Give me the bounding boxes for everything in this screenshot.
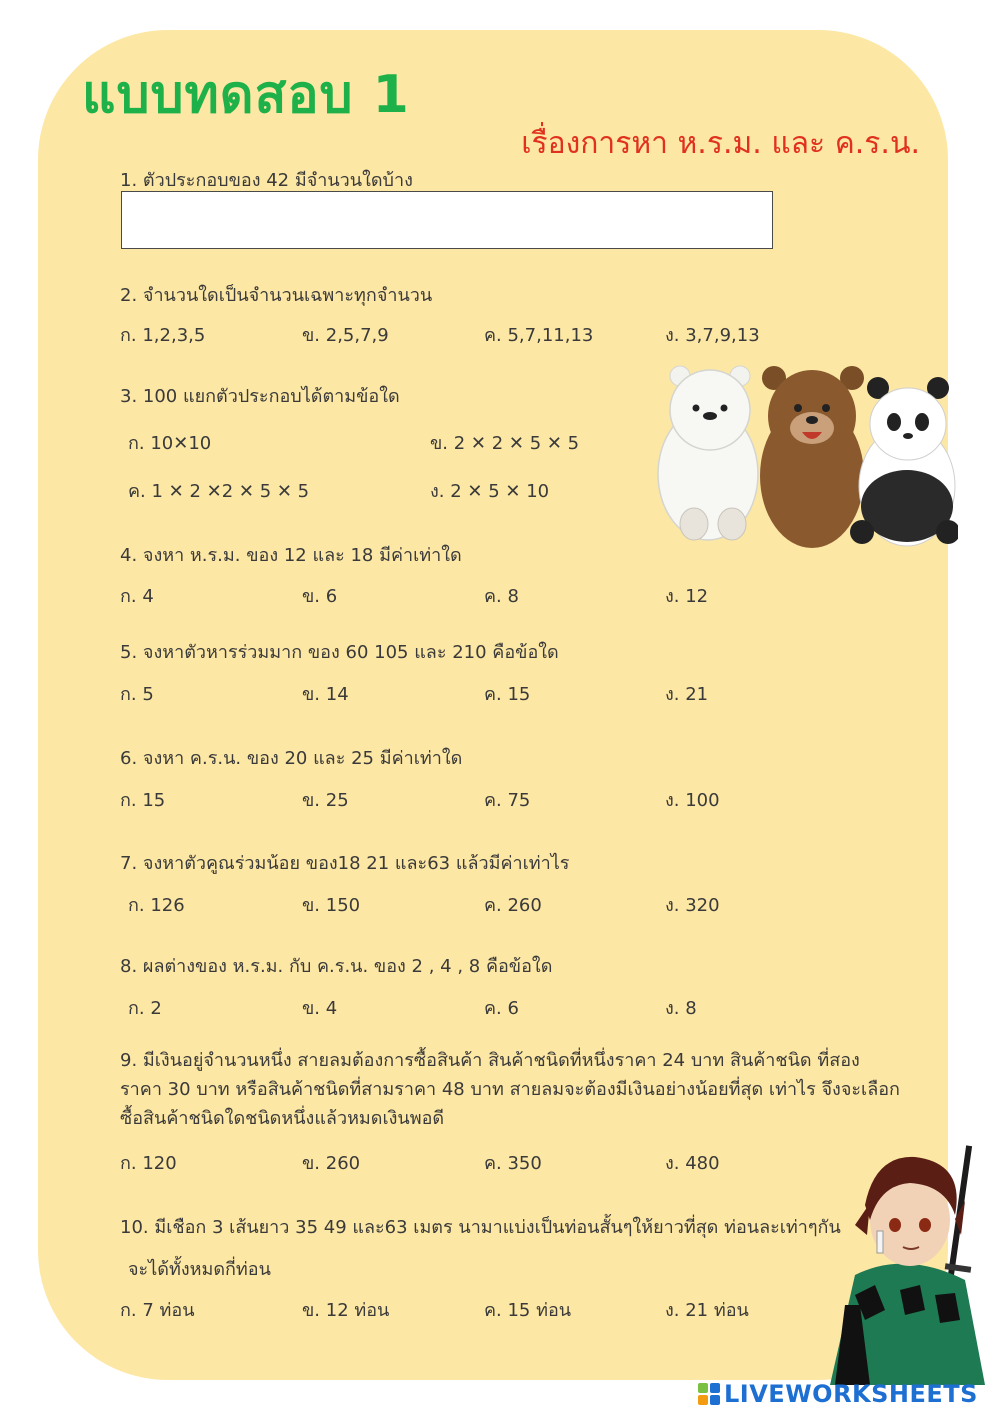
q7-option-a[interactable]: ก. 126 <box>128 895 185 916</box>
q8-option-c[interactable]: ค. 6 <box>484 998 519 1019</box>
question-2: 2. จำนวนใดเป็นจำนวนเฉพาะทุกจำนวน <box>120 285 433 306</box>
brown-bear-icon <box>760 366 864 548</box>
q4-option-a[interactable]: ก. 4 <box>120 586 154 607</box>
q7-option-b[interactable]: ข. 150 <box>302 895 361 916</box>
liveworksheets-watermark <box>698 1380 978 1408</box>
question-1: 1. ตัวประกอบของ 42 มีจำนวนใดบ้าง <box>120 170 413 191</box>
q5-option-d[interactable]: ง. 21 <box>665 684 709 705</box>
q2-option-c[interactable]: ค. 5,7,11,13 <box>484 325 594 346</box>
worksheet-title: แบบทดสอบ 1 <box>82 65 410 125</box>
q10-option-d[interactable]: ง. 21 ท่อน <box>665 1300 749 1321</box>
q6-option-a[interactable]: ก. 15 <box>120 790 166 811</box>
q6-option-b[interactable]: ข. 25 <box>302 790 349 811</box>
question-10-line2: จะได้ทั้งหมดกี่ท่อน <box>128 1259 271 1280</box>
q6-option-d[interactable]: ง. 100 <box>665 790 720 811</box>
q8-option-d[interactable]: ง. 8 <box>665 998 697 1019</box>
q5-option-a[interactable]: ก. 5 <box>120 684 154 705</box>
bears-illustration <box>652 356 958 548</box>
question-8: 8. ผลต่างของ ห.ร.ม. กับ ค.ร.น. ของ 2 , 4 , 8 คือข้อใด <box>120 956 553 977</box>
q8-option-a[interactable]: ก. 2 <box>128 998 162 1019</box>
q9-option-d[interactable]: ง. 480 <box>665 1153 720 1174</box>
panda-bear-icon <box>850 377 958 546</box>
q5-option-b[interactable]: ข. 14 <box>302 684 349 705</box>
question-6: 6. จงหา ค.ร.น. ของ 20 และ 25 มีค่าเท่าใด <box>120 748 463 769</box>
q6-option-c[interactable]: ค. 75 <box>484 790 531 811</box>
q2-option-a[interactable]: ก. 1,2,3,5 <box>120 325 206 346</box>
q7-option-d[interactable]: ง. 320 <box>665 895 720 916</box>
anime-character-illustration <box>815 1145 1000 1385</box>
q3-option-b[interactable]: ข. 2 ✕ 2 ✕ 5 ✕ 5 <box>430 433 580 454</box>
question-5: 5. จงหาตัวหารร่วมมาก ของ 60 105 และ 210 คือข้อใด <box>120 642 559 663</box>
q2-option-d[interactable]: ง. 3,7,9,13 <box>665 325 760 346</box>
q3-option-c[interactable]: ค. 1 ✕ 2 ✕2 ✕ 5 ✕ 5 <box>128 481 310 502</box>
question-10: 10. มีเชือก 3 เส้นยาว 35 49 และ63 เมตร นามาแบ่งเป็นท่อนสั้นๆให้ยาวที่สุด ท่อนละเท่าๆกัน <box>120 1217 841 1238</box>
q9-option-a[interactable]: ก. 120 <box>120 1153 177 1174</box>
q4-option-b[interactable]: ข. 6 <box>302 586 338 607</box>
question-4: 4. จงหา ห.ร.ม. ของ 12 และ 18 มีค่าเท่าใด <box>120 545 462 566</box>
q4-option-d[interactable]: ง. 12 <box>665 586 709 607</box>
liveworksheets-logo-icon <box>698 1383 720 1405</box>
q3-option-d[interactable]: ง. 2 ✕ 5 ✕ 10 <box>430 481 550 502</box>
liveworksheets-brand: LIVEWORKSHEETS <box>724 1380 978 1408</box>
q9-option-b[interactable]: ข. 260 <box>302 1153 361 1174</box>
ice-bear-icon <box>658 366 758 540</box>
q8-option-b[interactable]: ข. 4 <box>302 998 338 1019</box>
q3-option-a[interactable]: ก. 10✕10 <box>128 433 212 454</box>
worksheet-subtitle: เรื่องการหา ห.ร.ม. และ ค.ร.น. <box>521 126 920 161</box>
q5-option-c[interactable]: ค. 15 <box>484 684 531 705</box>
question-1-answer-input[interactable] <box>121 191 773 249</box>
q4-option-c[interactable]: ค. 8 <box>484 586 519 607</box>
q7-option-c[interactable]: ค. 260 <box>484 895 542 916</box>
q9-option-c[interactable]: ค. 350 <box>484 1153 542 1174</box>
q2-option-b[interactable]: ข. 2,5,7,9 <box>302 325 389 346</box>
q10-option-b[interactable]: ข. 12 ท่อน <box>302 1300 390 1321</box>
question-7: 7. จงหาตัวคูณร่วมน้อย ของ18 21 และ63 แล้วมีค่าเท่าไร <box>120 853 570 874</box>
question-3: 3. 100 แยกตัวประกอบได้ตามข้อใด <box>120 386 400 407</box>
q10-option-a[interactable]: ก. 7 ท่อน <box>120 1300 195 1321</box>
question-9: 9. มีเงินอยู่จำนวนหนึ่ง สายลมต้องการซื้อสินค้า สินค้าชนิดที่หนึ่งราคา 24 บาท สินค้าชนิด ที่สองราคา 30 บาท หรือสินค้าชนิดที่สามราคา 48 บาท สายลมจะต้องมีเงินอย่างน้อยที่สุด เท่าไร จึงจะเลือกซื้อสินค้าชนิดใดชนิดหนึ่งแล้วหมดเงินพอดี <box>120 1050 900 1129</box>
q10-option-c[interactable]: ค. 15 ท่อน <box>484 1300 572 1321</box>
